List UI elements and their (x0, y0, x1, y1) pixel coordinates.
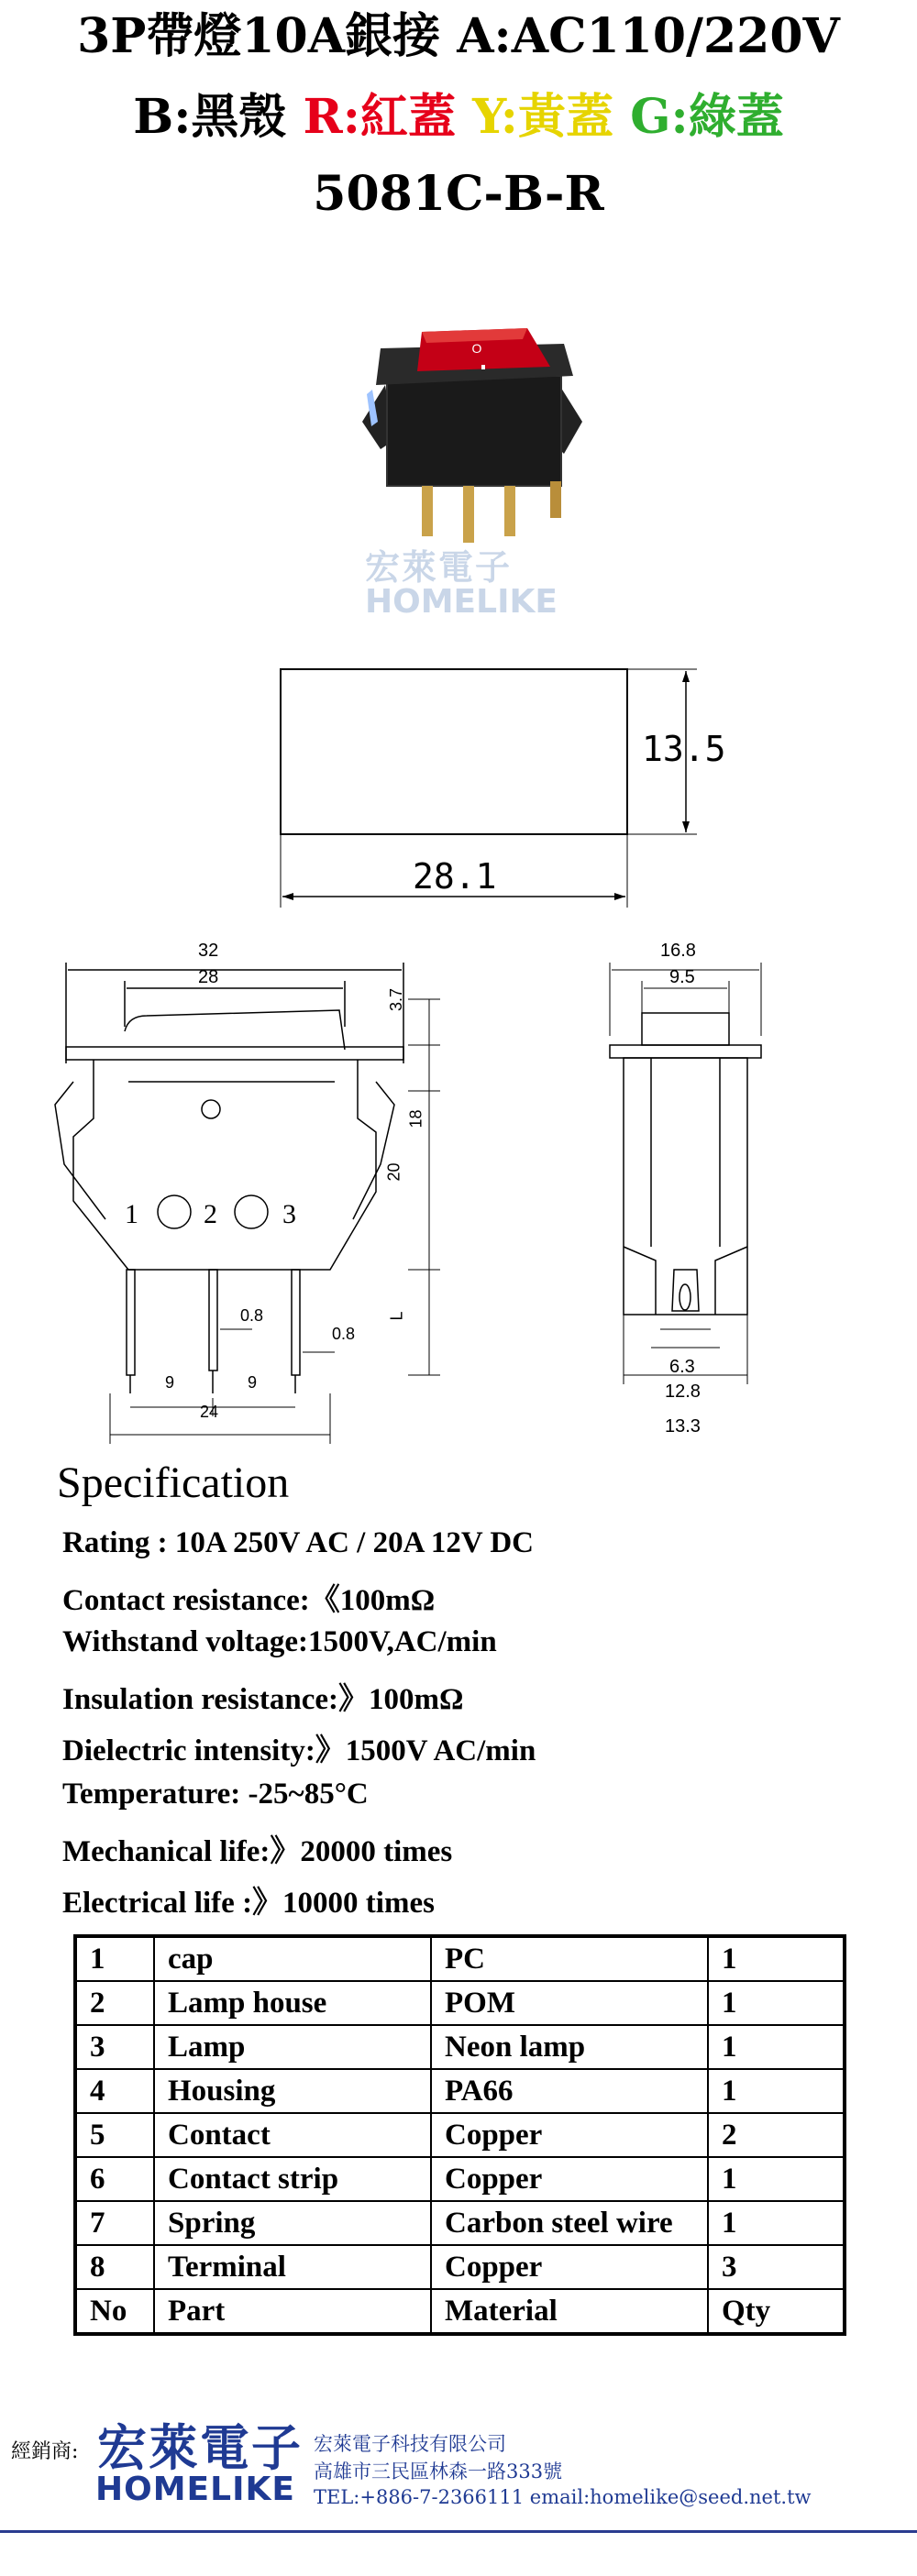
dim-20: 20 (384, 1162, 403, 1182)
cell-qty: 1 (708, 2069, 845, 2113)
logo-chinese: 宏萊電子 (97, 2419, 303, 2477)
cell-material: PA66 (431, 2069, 708, 2113)
cell-material: Copper (431, 2245, 708, 2289)
cell-part: Spring (154, 2201, 431, 2245)
cell-no: 8 (75, 2245, 154, 2289)
table-row (75, 1936, 845, 1981)
dim-9-5: 9.5 (669, 967, 695, 987)
cutout-height-dim: 13.5 (642, 729, 726, 769)
header-part: Part (154, 2289, 431, 2334)
svg-text:O: O (471, 341, 482, 356)
dim-9b: 9 (248, 1373, 258, 1392)
black-shell-label: B:黑殼 (133, 89, 287, 145)
dim-28: 28 (198, 967, 219, 987)
model-number: 5081C-B-R (313, 166, 604, 222)
cell-no: 7 (75, 2201, 154, 2245)
product-photo (330, 303, 605, 550)
pin-2-label: 2 (204, 1199, 217, 1229)
dim-6-3: 6.3 (669, 1357, 695, 1377)
cell-qty: 2 (708, 2113, 845, 2157)
dealer-label: 經銷商: (11, 2440, 79, 2463)
dim-18: 18 (406, 1109, 425, 1128)
cell-part: Terminal (154, 2245, 431, 2289)
pin-3-label: 3 (282, 1199, 296, 1229)
table-row (75, 2113, 845, 2157)
cell-qty: 1 (708, 2201, 845, 2245)
dim-24: 24 (200, 1403, 219, 1421)
panel-cutout-drawing (266, 660, 743, 908)
watermark-cn: 宏萊電子 (365, 547, 513, 588)
cell-qty: 1 (708, 2157, 845, 2201)
dim-32: 32 (198, 941, 219, 961)
title-line-2 (0, 88, 917, 147)
company-contact: TEL:+886-7-2366111 email:homelike@seed.net.tw (314, 2486, 812, 2508)
cell-qty: 1 (708, 1936, 845, 1981)
red-cap-label: R:紅蓋 (303, 89, 456, 145)
header-qty: Qty (708, 2289, 845, 2334)
cell-qty: 1 (708, 1981, 845, 2025)
company-address: 高雄市三民區林森一路333號 (314, 2460, 563, 2482)
cell-part: cap (154, 1936, 431, 1981)
cutout-width-dim: 28.1 (413, 856, 497, 897)
table-row (75, 2157, 845, 2201)
cell-no: 6 (75, 2157, 154, 2201)
cell-qty: 1 (708, 2025, 845, 2069)
table-row (75, 2025, 845, 2069)
cell-no: 1 (75, 1936, 154, 1981)
spec-line: Withstand voltage:1500V,AC/min (62, 1625, 497, 1658)
cell-part: Lamp house (154, 1981, 431, 2025)
spec-line: Contact resistance:《100mΩ (62, 1584, 436, 1617)
table-header-row (75, 2289, 845, 2334)
dim-L: L (387, 1311, 406, 1321)
footer-divider (0, 2530, 917, 2533)
cell-material: POM (431, 1981, 708, 2025)
cell-part: Contact strip (154, 2157, 431, 2201)
dim-0-8a: 0.8 (240, 1306, 264, 1325)
table-row (75, 2069, 845, 2113)
front-view-drawing (37, 944, 440, 1448)
parts-table (73, 1934, 846, 2336)
spec-heading: Specification (57, 1459, 290, 1507)
table-row (75, 2245, 845, 2289)
table-row (75, 2201, 845, 2245)
watermark-en: HOMELIKE (365, 583, 558, 621)
dim-0-8b: 0.8 (332, 1325, 356, 1343)
cell-material: Copper (431, 2113, 708, 2157)
spec-line: Dielectric intensity:》1500V AC/min (62, 1734, 536, 1767)
cell-material: PC (431, 1936, 708, 1981)
cell-no: 3 (75, 2025, 154, 2069)
title-line-1: 3P帶燈10A銀接 A:AC110/220V (77, 8, 840, 64)
cell-no: 5 (75, 2113, 154, 2157)
dim-12-8: 12.8 (665, 1382, 701, 1402)
yellow-cap-label: Y:黃蓋 (472, 89, 613, 145)
cell-qty: 3 (708, 2245, 845, 2289)
spec-line: Electrical life :》10000 times (62, 1887, 435, 1920)
cell-part: Lamp (154, 2025, 431, 2069)
cell-part: Housing (154, 2069, 431, 2113)
spec-line: Rating : 10A 250V AC / 20A 12V DC (62, 1526, 534, 1559)
dim-13-3: 13.3 (665, 1416, 701, 1437)
logo-english: HOMELIKE (95, 2471, 295, 2508)
cell-material: Neon lamp (431, 2025, 708, 2069)
cell-no: 2 (75, 1981, 154, 2025)
dim-9a: 9 (165, 1373, 175, 1392)
cell-no: 4 (75, 2069, 154, 2113)
dim-16-8: 16.8 (660, 941, 696, 961)
spec-line: Temperature: -25~85°C (62, 1778, 369, 1811)
cell-part: Contact (154, 2113, 431, 2157)
dim-3-7: 3.7 (387, 987, 406, 1012)
table-row (75, 1981, 845, 2025)
header-no: No (75, 2289, 154, 2334)
cell-material: Carbon steel wire (431, 2201, 708, 2245)
green-cap-label: G:綠蓋 (630, 89, 784, 145)
spec-line: Insulation resistance:》100mΩ (62, 1683, 464, 1716)
header-material: Material (431, 2289, 708, 2334)
pin-1-label: 1 (125, 1199, 138, 1229)
company-name: 宏萊電子科技有限公司 (314, 2433, 506, 2455)
cell-material: Copper (431, 2157, 708, 2201)
spec-line: Mechanical life:》20000 times (62, 1835, 453, 1868)
